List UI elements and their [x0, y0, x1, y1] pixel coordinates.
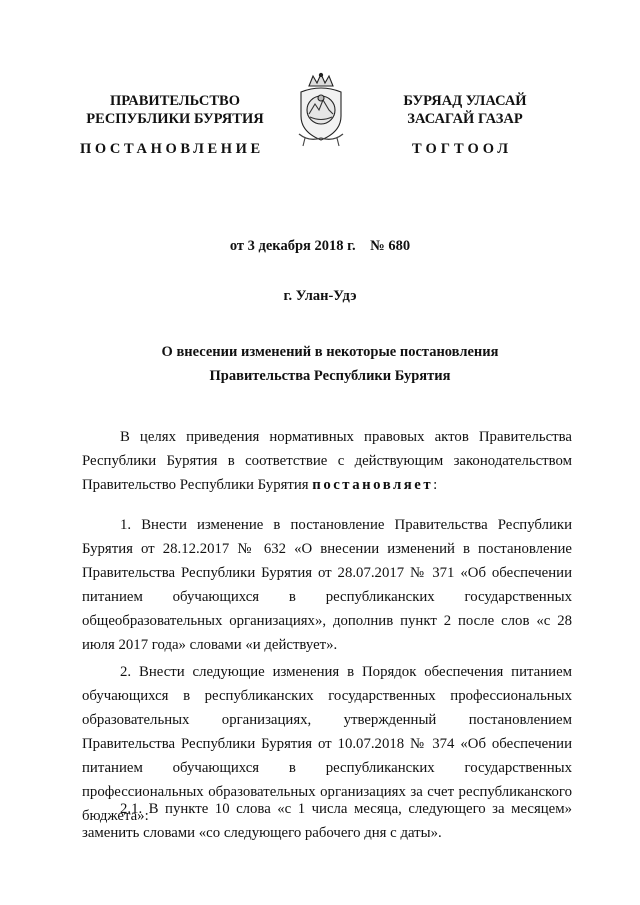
document-subject	[80, 340, 580, 388]
preamble	[82, 425, 572, 497]
government-name-buryat-line1: БУРЯАД УЛАСАЙ	[403, 93, 527, 109]
subject-line1: О внесении изменений в некоторые постановления	[161, 344, 499, 360]
paragraph-2-1-text: 2.1. В пункте 10 слова «с 1 числа месяца, следующего за месяцем» заменить словами «со следующего рабочего дня с даты».	[82, 801, 572, 841]
date-and-number: от 3 декабря 2018 г. № 680	[229, 238, 411, 254]
city: г. Улан-Удэ	[283, 288, 357, 304]
paragraph-1-text: 1. Внести изменение в постановление Правительства Республики Бурятия от 28.12.2017 № 632 «О внесении изменений в постановление Правительства Республики Бурятия от 28.07.2017 № 371 «Об обеспечении питанием обучающихся в республиканских государственных общеобразовательных организациях», дополнив пункт 2 после слов «с 28 июля 2017 года» словами «и действует».	[82, 517, 572, 653]
government-name-line2: РЕСПУБЛИКИ БУРЯТИЯ	[86, 111, 264, 127]
preamble-text: В целях приведения нормативных правовых актов Правительства Республики Бурятия в соответствие с действующим законодательством Правительство Республики Бурятия	[82, 429, 572, 493]
government-name-russian	[70, 92, 280, 128]
paragraph-2-text: 2. Внести следующие изменения в Порядок обеспечения питанием обучающихся в республиканских государственных профессиональных образовательных организациях, утвержденный постановлением Правительства Республики Бурятия от 10.07.2018 № 374 «Об обеспечении питанием обучающихся в республиканских государственных профессиональных образовательных организациях за счет республиканского бюджета»:	[82, 664, 572, 824]
document-type-buryat: ТОГТООЛ	[412, 141, 513, 157]
government-name-line1: ПРАВИТЕЛЬСТВО	[110, 93, 240, 109]
coat-of-arms-icon	[295, 72, 347, 148]
preamble-emphasis: постановляет	[312, 477, 434, 493]
paragraph-1	[82, 513, 572, 657]
government-name-buryat-line2: ЗАСАГАЙ ГАЗАР	[407, 111, 523, 127]
paragraph-2-1	[82, 797, 572, 845]
subject-line2: Правительства Республики Бурятия	[209, 368, 451, 384]
government-name-buryat	[365, 92, 565, 128]
preamble-tail: :	[433, 477, 438, 493]
document-type-russian: ПОСТАНОВЛЕНИЕ	[80, 141, 264, 157]
